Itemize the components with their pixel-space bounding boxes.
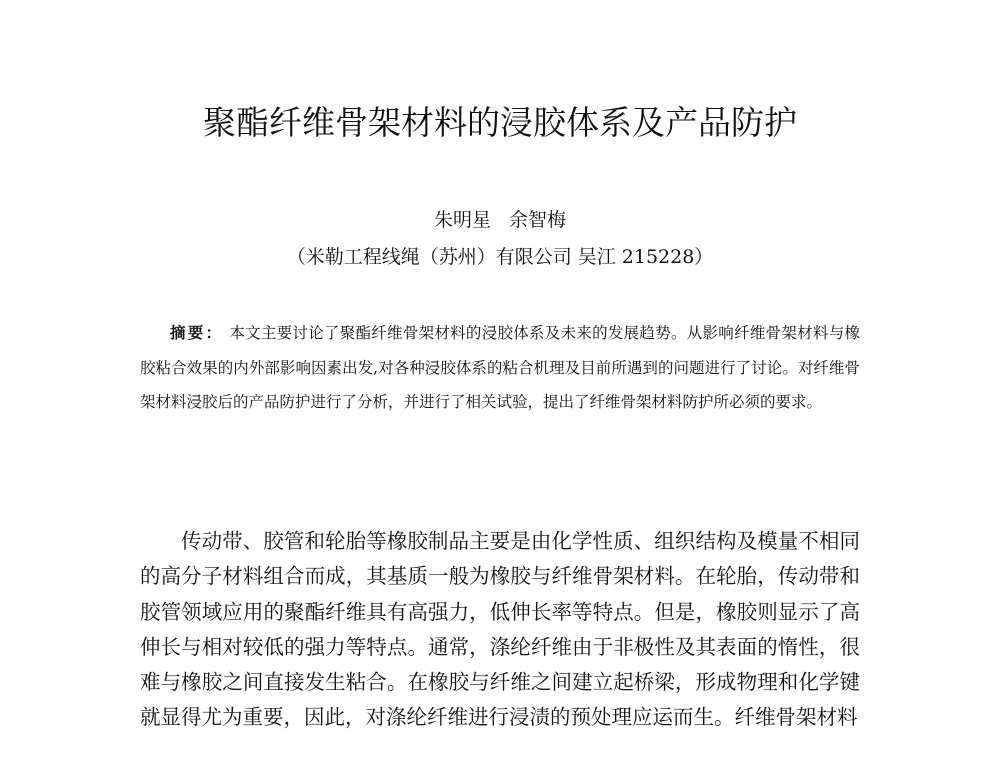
author-affiliation: （米勒工程线绳（苏州）有限公司 吴江 215228） <box>286 246 714 268</box>
abstract-text: 本文主要讨论了聚酯纤维骨架材料的浸胶体系及未来的发展趋势。从影响纤维骨架材料与橡胶粘合效果的内外部影响因素出发,对各种浸胶体系的粘合机理及目前所遇到的问题进行了讨论。对纤维骨架材料浸胶后的产品防护进行了分析，并进行了相关试验，提出了纤维骨架材料防护所必须的要求。 <box>140 324 860 411</box>
abstract-paragraph <box>140 316 860 420</box>
author-name: 余智梅 <box>509 209 567 231</box>
abstract-label: 摘要： <box>170 323 224 342</box>
author-name: 朱明星 <box>433 209 491 231</box>
author-list <box>0 208 1000 232</box>
body-paragraph: 传动带、胶管和轮胎等橡胶制品主要是由化学性质、组织结构及模量不相同的高分子材料组合而成，其基质一般为橡胶与纤维骨架材料。在轮胎，传动带和胶管领域应用的聚酯纤维具有高强力，低伸长率等特点。但是，橡胶则显示了高伸长与相对较低的强力等特点。通常，涤纶纤维由于非极性及其表面的惰性，很难与橡胶之间直接发生粘合。在橡胶与纤维之间建立起桥梁，形成物理和化学键就显得尤为重要，因此，对涤纶纤维进行浸渍的预处理应运而生。纤维骨架材料 <box>140 529 860 730</box>
paper-title: 聚酯纤维骨架材料的浸胶体系及产品防护 <box>203 103 797 142</box>
